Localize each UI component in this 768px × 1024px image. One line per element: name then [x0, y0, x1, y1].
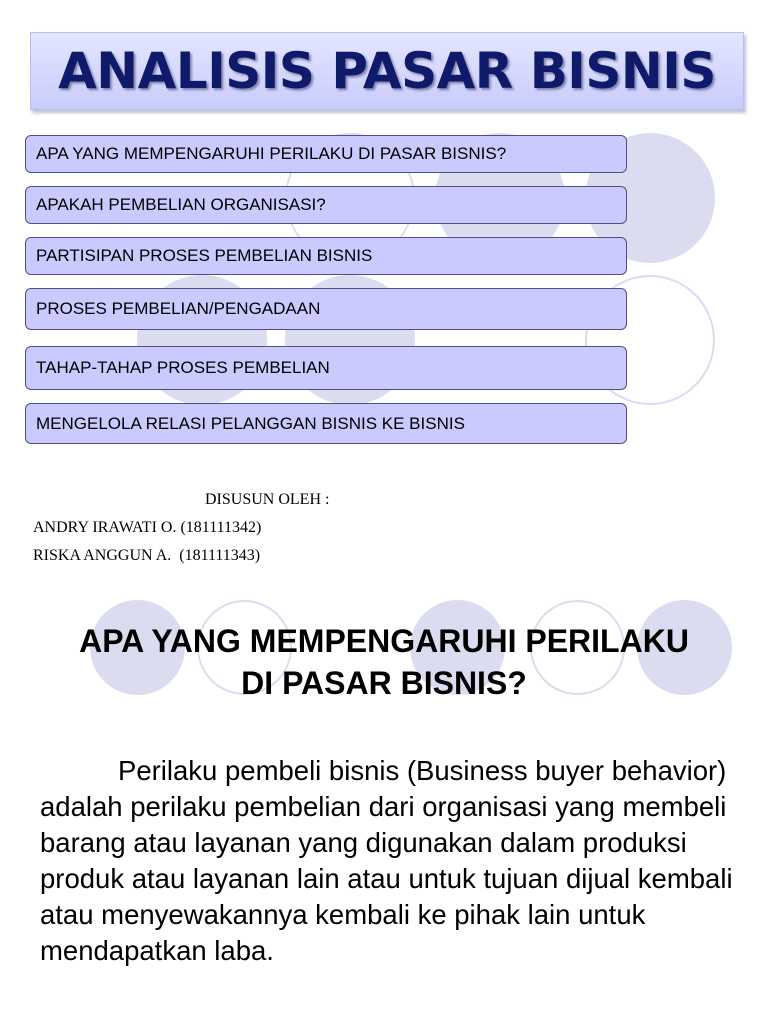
menu-item-partisipan[interactable]: PARTISIPAN PROSES PEMBELIAN BISNIS	[25, 237, 627, 275]
menu-item-proses-pembelian[interactable]: PROSES PEMBELIAN/PENGADAAN	[25, 288, 627, 330]
menu-item-relasi-pelanggan[interactable]: MENGELOLA RELASI PELANGGAN BISNIS KE BISNIS	[25, 403, 627, 444]
section-body: Perilaku pembeli bisnis (Business buyer behavior) adalah perilaku pembelian dari organisasi yang membeli barang atau layanan yang digunakan dalam produksi produk atau layanan lain atau untuk tujuan dijual kembali atau menyewakannya kembali ke pihak lain untuk mendapatkan laba.	[40, 755, 733, 966]
page-title: ANALISIS PASAR BISNIS	[58, 42, 716, 100]
credits	[33, 486, 329, 570]
menu-item-tahap-tahap[interactable]: TAHAP-TAHAP PROSES PEMBELIAN	[25, 346, 627, 390]
section-heading-line: DI PASAR BISNIS?	[241, 665, 527, 701]
author-line: ANDRY IRAWATI O. (181111342)	[33, 519, 262, 536]
section-heading	[0, 620, 768, 704]
menu-item-pembelian-organisasi[interactable]: APAKAH PEMBELIAN ORGANISASI?	[25, 186, 627, 224]
menu-item-perilaku[interactable]: APA YANG MEMPENGARUHI PERILAKU DI PASAR BISNIS?	[25, 135, 627, 173]
credits-label: DISUSUN OLEH :	[205, 491, 330, 508]
author-line: RISKA ANGGUN A. (181111343)	[33, 547, 261, 564]
title-banner	[30, 32, 744, 110]
section-heading-line: APA YANG MEMPENGARUHI PERILAKU	[79, 623, 689, 659]
